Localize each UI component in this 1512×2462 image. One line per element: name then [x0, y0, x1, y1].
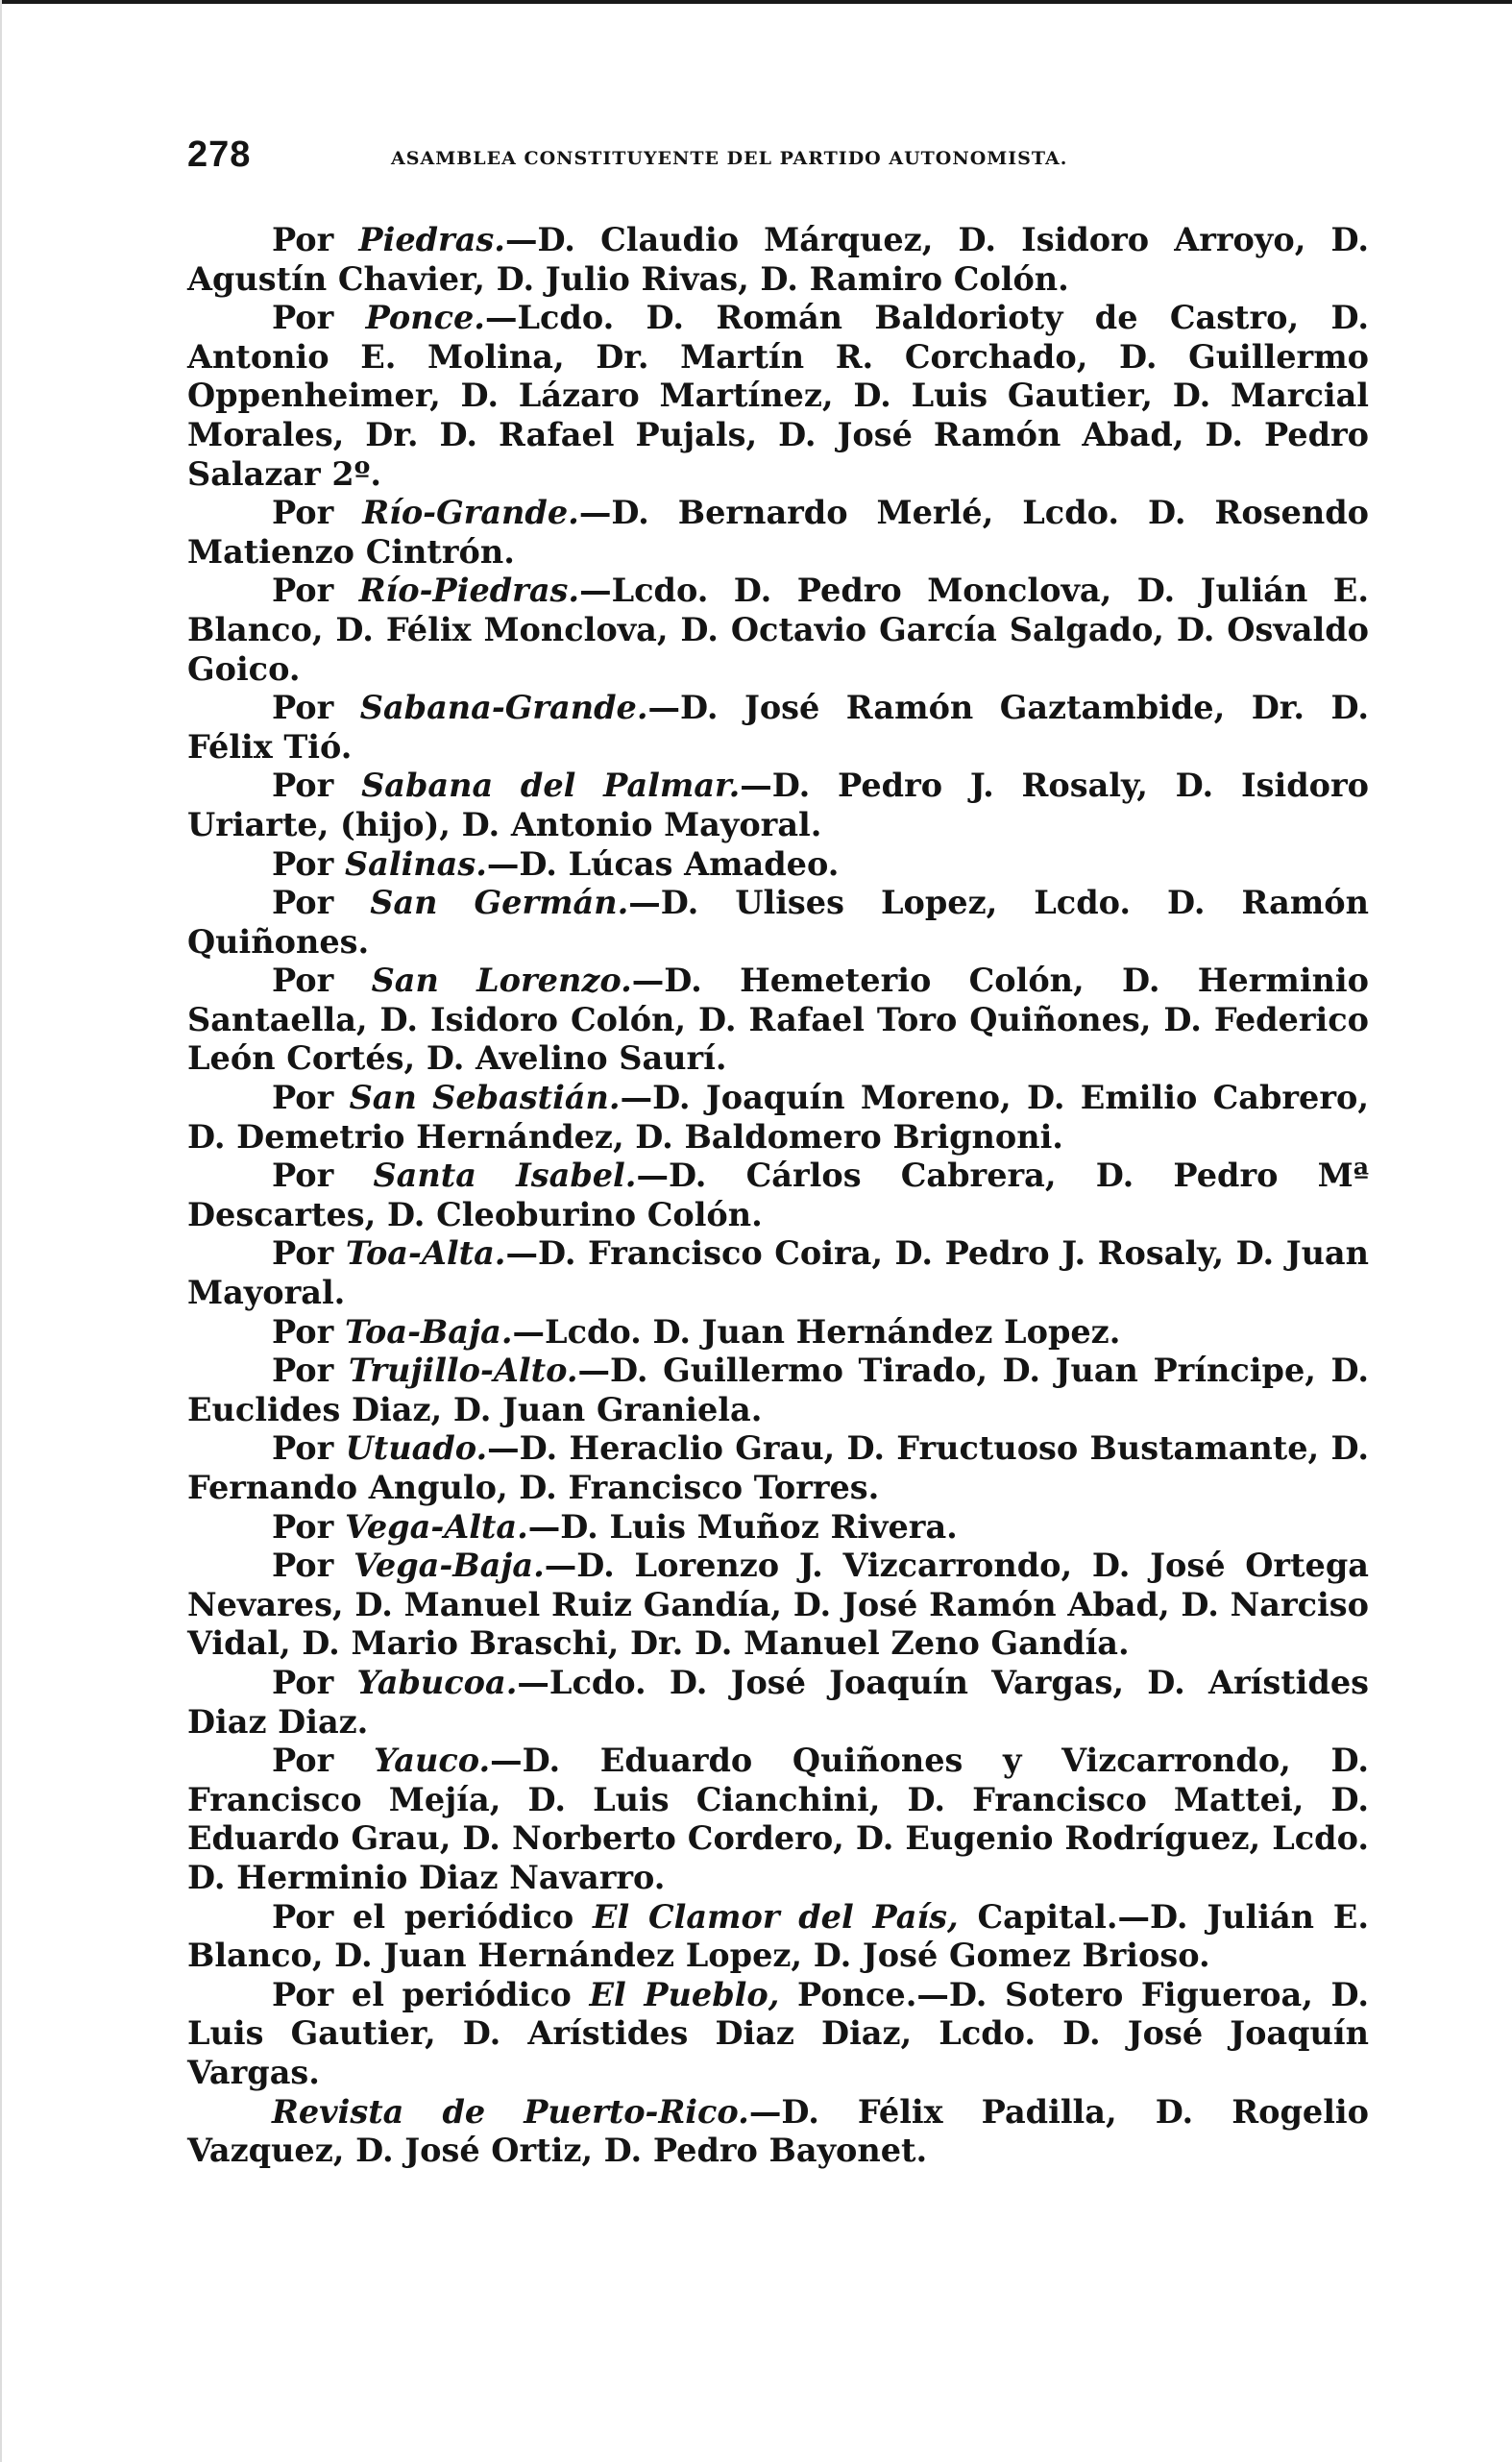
- place-name: Santa Isabel.: [373, 1157, 637, 1195]
- scan-top-edge: [0, 0, 1512, 4]
- list-item: Por San Lorenzo.—D. Hemeterio Colón, D. Herminio Santaella, D. Isidoro Colón, D. Rafael Toro Quiñones, D. Federico León Cortés, D. Avelino Saurí.: [187, 962, 1369, 1078]
- list-item: Revista de Puerto-Rico.—D. Félix Padilla, D. Rogelio Vazquez, D. José Ortiz, D. Pedro Bayonet.: [187, 2092, 1369, 2170]
- periodical-name: Revista de Puerto-Rico.: [272, 2092, 749, 2131]
- place-name: Río-Grande.: [362, 494, 579, 532]
- place-name: San Sebastián.: [349, 1079, 621, 1117]
- periodical-name: El Clamor del País,: [592, 1897, 959, 1936]
- list-item: Por Vega-Alta.—D. Luis Muñoz Rivera.: [272, 1507, 958, 1546]
- place-name: Vega-Alta.: [344, 1507, 528, 1546]
- list-item: Por Toa-Alta.—D. Francisco Coira, D. Pedro J. Rosaly, D. Juan Mayoral.: [187, 1234, 1369, 1312]
- list-item: Por Piedras.—D. Claudio Márquez, D. Isidoro Arroyo, D. Agustín Chavier, D. Julio Rivas, D. Ramiro Colón.: [187, 221, 1369, 298]
- place-name: Salinas.: [344, 844, 487, 883]
- place-name: Trujillo-Alto.: [348, 1352, 578, 1390]
- delegate-list: [187, 221, 1369, 2171]
- place-name: Utuado.: [345, 1429, 488, 1468]
- list-item: Por San Germán.—D. Ulises Lopez, Lcdo. D. Ramón Quiñones.: [187, 884, 1369, 961]
- place-name: Ponce.: [365, 299, 485, 337]
- place-name: Yabucoa.: [356, 1663, 518, 1701]
- list-item: Por Río-Piedras.—Lcdo. D. Pedro Monclova, D. Julián E. Blanco, D. Félix Monclova, D. Octavio García Salgado, D. Osvaldo Goico.: [187, 572, 1369, 688]
- place-name: Yauco.: [373, 1742, 491, 1780]
- scan-left-edge: [0, 0, 2, 2462]
- list-item: Por Salinas.—D. Lúcas Amadeo.: [272, 844, 840, 883]
- running-title: ASAMBLEA CONSTITUYENTE DEL PARTIDO AUTONOMISTA.: [391, 148, 1068, 169]
- list-item: Por Utuado.—D. Heraclio Grau, D. Fructuoso Bustamante, D. Fernando Angulo, D. Francisco Torres.: [187, 1429, 1369, 1506]
- place-name: Toa-Alta.: [345, 1234, 506, 1273]
- place-name: Sabana-Grande.: [359, 689, 648, 727]
- list-item: Por Sabana del Palmar.—D. Pedro J. Rosaly, D. Isidoro Uriarte, (hijo), D. Antonio Mayoral.: [187, 767, 1369, 843]
- place-name: Sabana del Palmar.: [361, 767, 741, 805]
- place-name: Piedras.: [358, 221, 505, 258]
- list-item: Por Vega-Baja.—D. Lorenzo J. Vizcarrondo, D. José Ortega Nevares, D. Manuel Ruiz Gandía, D. José Ramón Abad, D. Narciso Vidal, D. Mario Braschi, Dr. D. Manuel Zeno Gandía.: [187, 1547, 1369, 1663]
- list-item: Por Ponce.—Lcdo. D. Román Baldorioty de Castro, D. Antonio E. Molina, Dr. Martín R. Corchado, D. Guillermo Oppenheimer, D. Lázaro Martínez, D. Luis Gautier, D. Marcial Morales, Dr. D. Rafael Pujals, D. José Ramón Abad, D. Pedro Salazar 2º.: [187, 299, 1369, 493]
- list-item: Por Río-Grande.—D. Bernardo Merlé, Lcdo. D. Rosendo Matienzo Cintrón.: [187, 494, 1369, 571]
- list-item: Por Sabana-Grande.—D. José Ramón Gaztambide, Dr. D. Félix Tió.: [187, 689, 1369, 766]
- list-item: Por Toa-Baja.—Lcdo. D. Juan Hernández Lopez.: [272, 1312, 1121, 1351]
- place-name: San Lorenzo.: [371, 962, 632, 1000]
- periodical-name: El Pueblo,: [589, 1975, 780, 2013]
- place-name: Río-Piedras.: [358, 572, 580, 610]
- page-number: 278: [187, 134, 252, 175]
- list-item: Por Yabucoa.—Lcdo. D. José Joaquín Vargas, D. Arístides Diaz Diaz.: [187, 1663, 1369, 1741]
- book-page: [187, 134, 1369, 2171]
- list-item: Por el periódico El Pueblo, Ponce.—D. Sotero Figueroa, D. Luis Gautier, D. Arístides Diaz Diaz, Lcdo. D. José Joaquín Vargas.: [187, 1975, 1369, 2091]
- list-item: Por Santa Isabel.—D. Cárlos Cabrera, D. Pedro Mª Descartes, D. Cleoburino Colón.: [187, 1157, 1369, 1233]
- list-item: Por el periódico El Clamor del País, Capital.—D. Julián E. Blanco, D. Juan Hernández Lopez, D. José Gomez Brioso.: [187, 1897, 1369, 1975]
- list-item: Por Trujillo-Alto.—D. Guillermo Tirado, D. Juan Príncipe, D. Euclides Diaz, D. Juan Graniela.: [187, 1352, 1370, 1428]
- list-item: Por Yauco.—D. Eduardo Quiñones y Vizcarrondo, D. Francisco Mejía, D. Luis Cianchini, D. Francisco Mattei, D. Eduardo Grau, D. Norberto Cordero, D. Eugenio Rodríguez, Lcdo. D. Herminio Diaz Navarro.: [187, 1742, 1369, 1896]
- place-name: Vega-Baja.: [354, 1547, 545, 1585]
- page-header: [187, 134, 1369, 192]
- list-item: Por San Sebastián.—D. Joaquín Moreno, D. Emilio Cabrero, D. Demetrio Hernández, D. Baldomero Brignoni.: [187, 1079, 1369, 1156]
- place-name: San Germán.: [370, 884, 629, 922]
- place-name: Toa-Baja.: [344, 1312, 513, 1351]
